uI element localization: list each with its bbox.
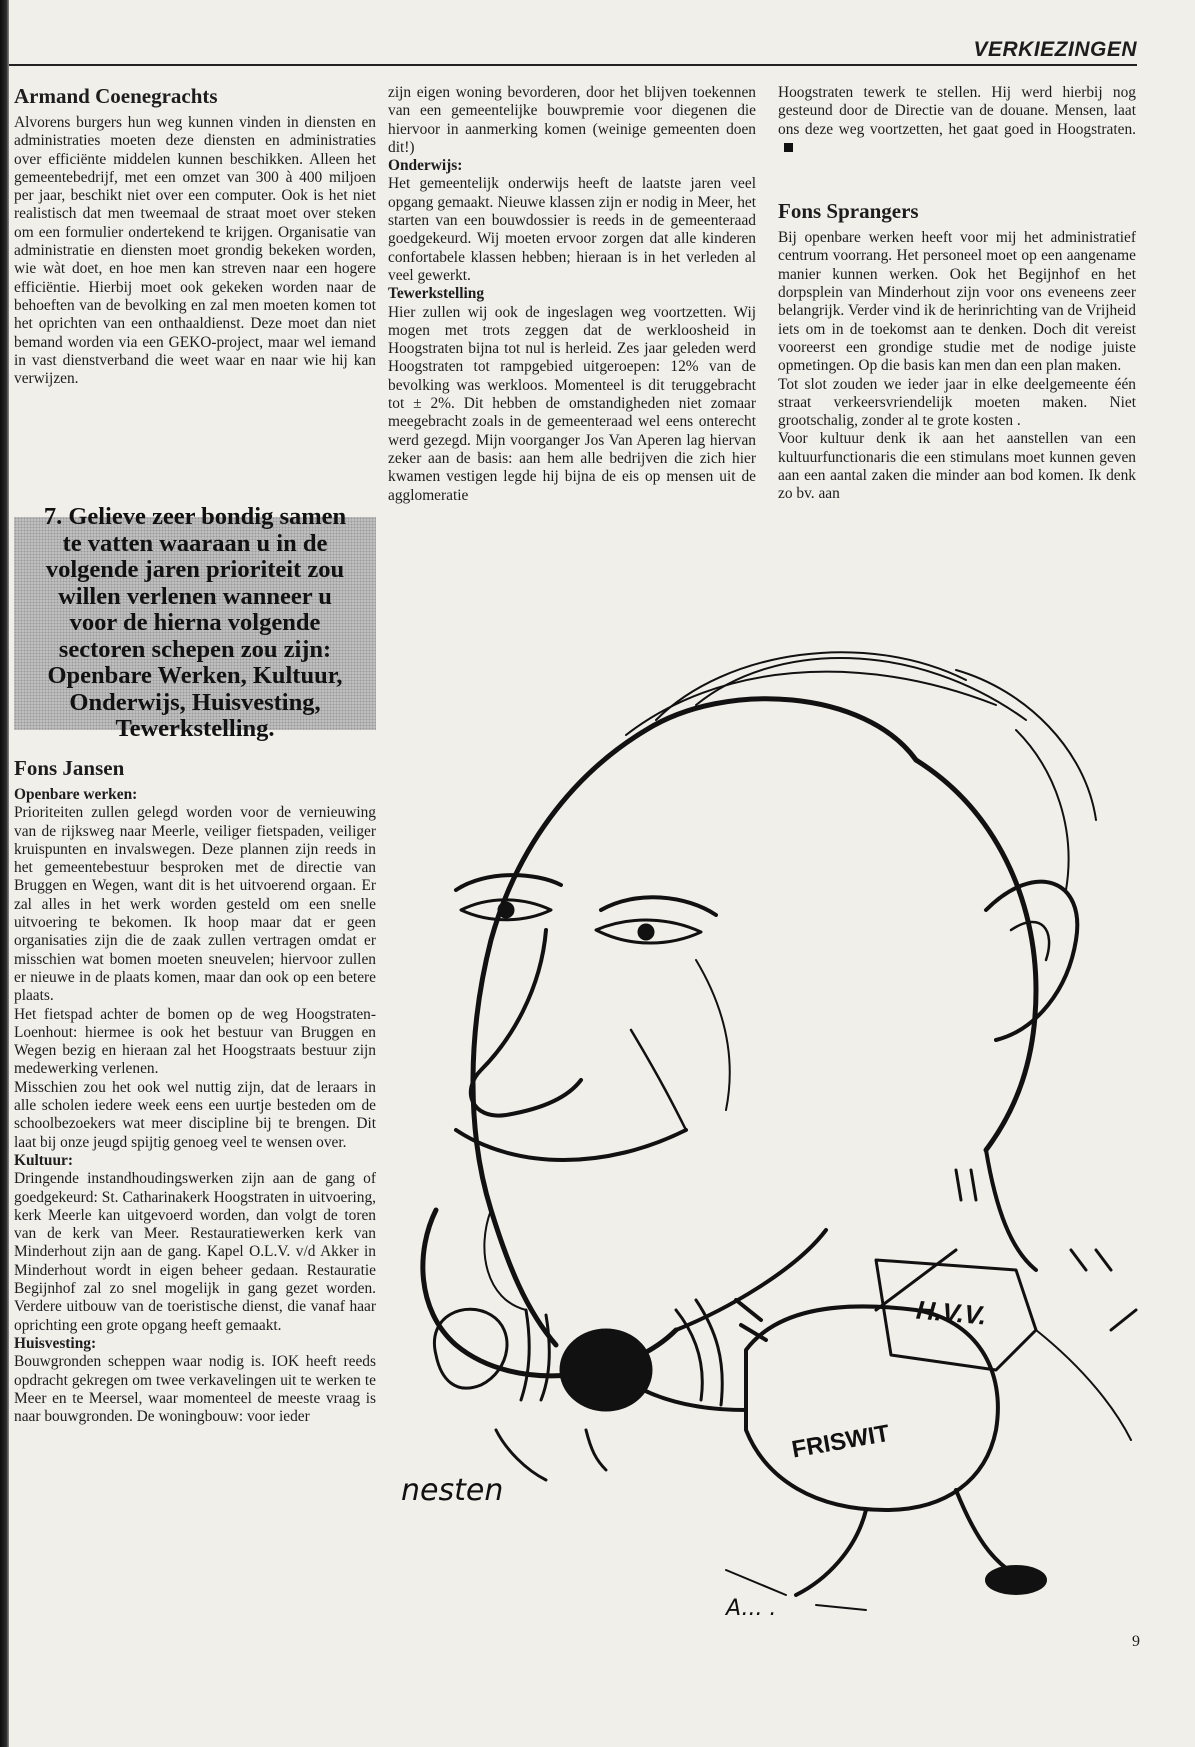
paragraph: Voor kultuur denk ik aan het aanstellen van een kultuurfunctionaris die een stimulans moet kunnen geven aan een aantal zaken die minder aan bod komen. Ik denk zo bv. aan xyxy=(778,430,1136,503)
subheading-kultuur: Kultuur: xyxy=(14,1151,74,1169)
subheading-huisvesting: Huisvesting: xyxy=(14,1334,97,1352)
question-box xyxy=(14,503,376,743)
paragraph: zijn eigen woning bevorderen, door het blijven toekennen van een gemeentelijke bouwpremie voor diegenen die hiervoor in aanmerking komen (weinige gemeenten doen dit!) xyxy=(388,84,756,156)
paragraph-with-end-mark xyxy=(778,84,1136,157)
binding-edge xyxy=(0,0,9,1747)
subheading-openbare-werken: Openbare werken: xyxy=(14,786,138,803)
paragraph: Tot slot zouden we ieder jaar in elke deelgemeente één straat verkeersvriendelijk moeten maken. Niet grootschalig, zonder al te grote kosten . xyxy=(778,375,1136,430)
caricature-illustration xyxy=(396,610,1156,1630)
subheading-tewerkstelling: Tewerkstelling xyxy=(388,285,485,303)
paragraph: Prioriteiten zullen gelegd worden voor de vernieuwing van de rijksweg naar Meerle, veiliger fietspaden, veiliger kruispunten en invalswegen. Deze plannen zijn reeds in het gemeentebestuur besproken met de directie van Bruggen en Wegen, want dit is het uitvoerend orgaan. Er zal alles in het werk worden gesteld om een snelle uitvoering te bekomen. Ik hoop maar dat er geen organisaties zijn die de zaak zullen vertragen omdat er misschien wat bomen moeten sneuvelen; hiervoor zullen er nieuwe in de plaats komen, maar dan ook op een betere plaats. xyxy=(14,804,376,1005)
column-3 xyxy=(778,84,1136,504)
candidate-name-coenegrachts: Armand Coenegrachts xyxy=(14,84,218,108)
page-number: 9 xyxy=(1132,1633,1140,1650)
right-eyebrow xyxy=(601,897,716,915)
artist-signature: nesten xyxy=(401,1473,504,1508)
ball xyxy=(434,1309,507,1388)
head-back xyxy=(916,760,1036,1150)
paragraph: Alvorens burgers hun weg kunnen vinden in diensten en administraties moeten deze diensten en administraties over efficiënte middelen kunnen beschikken. Alleen het gemeentebedrijf, met een omzet van 300 à 400 miljoen per jaar, beschikt niet over een computer. Ook is het niet realistisch dat men tweemaal de straat moet over steken om een formulier ondertekend te krijgen. Organisatie van administratie en diensten moet grondig bekeken worden, wie wàt doet, en hoe men kan streven naar een hogere efficiëntie. Hierbij moet ook gekeken worden naar de behoeften van de bevolking en zal men moeten komen tot het oprichten van een onthaaldienst. Deze moet dan niet bemand worden via een GEKO-project, maar wel iemand in vast dienstverband die weet waar en naar wie hij kan verwijzen. xyxy=(14,114,376,388)
candidate-name-jansen: Fons Jansen xyxy=(14,756,125,780)
paragraph: Misschien zou het ook wel nuttig zijn, dat de leraars in alle scholen iedere week eens een uurtje besteden om de schoolbezoekers wat meer discipline bij te brengen. Dit laat bij onze jeugd spijtig genoeg veel te wensen over. xyxy=(14,1078,376,1151)
paragraph: Dringende instandhoudingswerken zijn aan de gang of goedgekeurd: St. Catharinakerk Hoogstraten in uitvoering, kerk Meerle kan uitgevoerd worden, dan volgt de toren van de kerk van Meer. Restauratiewerken kerk van Minderhout zijn aan de gang. Kapel O.L.V. v/d Akker in Minderhout wordt in eigen beheer gedaan. Restauratie Begijnhof zal zo snel mogelijk in gang gezet worden. Verdere uitbouw van de toeristische dienst, die vanaf haar oprichting een grote opgang heeft gemaakt. xyxy=(14,1170,376,1334)
column-2 xyxy=(388,84,756,505)
paragraph: Het gemeentelijk onderwijs heeft de laatste jaren veel opgang gemaakt. Nieuwe klassen zijn er nodig in Meer, het starten van een bouwdossier is reeds in de gemeenteraad goedgekeurd. Wij moeten ervoor zorgen dat alle kinderen confortabele klassen hebben; hieraan is in het verleden al veel gewerkt. xyxy=(388,175,756,284)
end-of-article-mark xyxy=(784,143,793,152)
header-rule xyxy=(9,64,1137,66)
question-text: 7. Gelieve zeer bondig samen te vatten waaraan u in de volgende jaren prioriteit zou willen verlenen wanneer u voor de hierna volgende sectoren schepen zou zijn: Openbare Werken, Kultuur, Onderwijs, Huisvesting, Tewerkstelling. xyxy=(43,503,347,743)
ear xyxy=(986,882,1077,1040)
paragraph-text: Hoogstraten tewerk te stellen. Hij werd hierbij nog gesteund door de Directie van de douane. Mensen, laat ons deze weg voortzetten, het gaat goed in Hoogstraten. xyxy=(778,84,1136,138)
head-outline xyxy=(473,699,916,1345)
boxing-glove xyxy=(561,1330,651,1410)
body xyxy=(746,1306,998,1510)
paragraph: Bij openbare werken heeft voor mij het administratief centrum voorrang. Het personeel moet op een aangename manier kunnen werken. Ook het Begijnhof en het dorpsplein van Minderhout zijn voor ons eveneens zeer belangrijk. Verder vind ik de herinrichting van de Vrijheid iets om in de toekomst aan te denken. Doch dit vereist vooreerst een grondige studie met de nodige juiste opmetingen. Op die basis kan men dan een plan maken. xyxy=(778,229,1136,375)
section-header: VERKIEZINGEN xyxy=(973,38,1137,61)
artist-initials: A... . xyxy=(726,1596,777,1621)
subheading-onderwijs: Onderwijs: xyxy=(388,157,463,175)
shirt-text: FRISWIT xyxy=(789,1419,892,1464)
column-1-lower xyxy=(14,756,376,1426)
mouth xyxy=(456,1130,686,1160)
paragraph: Bouwgronden scheppen waar nodig is. IOK heeft reeds opdracht gekregen om twee verkavelingen uit te werken te Meer en te Meersel, waar momenteel de meeste vraag is naar bouwgronden. De woningbouw: voor ieder xyxy=(14,1353,376,1426)
paragraph: Het fietspad achter de bomen op de weg Hoogstraten-Loenhout: hiermee is ook het bestuur van Bruggen en Wegen bezig en hieraan zal het Hoogstraats bestuur zijn medewerking verlenen. xyxy=(14,1005,376,1078)
banner-text: H.V.V. xyxy=(915,1294,988,1331)
candidate-name-sprangers: Fons Sprangers xyxy=(778,199,919,224)
column-1 xyxy=(14,84,376,388)
paragraph: Hier zullen wij ook de ingeslagen weg voortzetten. Wij mogen met trots zeggen dat de werkloosheid in Hoogstraten bijna tot nul is herleid. Zes jaar geleden werd Hoogstraten tot rampgebied uitgeroepen: 12% van de bevolking was werkloos. Momenteel is dit teruggebracht tot ± 2%. Dit hebben de omstandigheden niet zomaar meegebracht zoals in de gemeenteraad wel eens onterecht werd gezegd. Mijn voorganger Jos Van Aperen lag hiervan zeker aan de basis: aan hem alle bedrijven die zich hier kwamen vestigen legde hij bijna de eis op mensen uit de agglomeratie xyxy=(388,303,756,504)
